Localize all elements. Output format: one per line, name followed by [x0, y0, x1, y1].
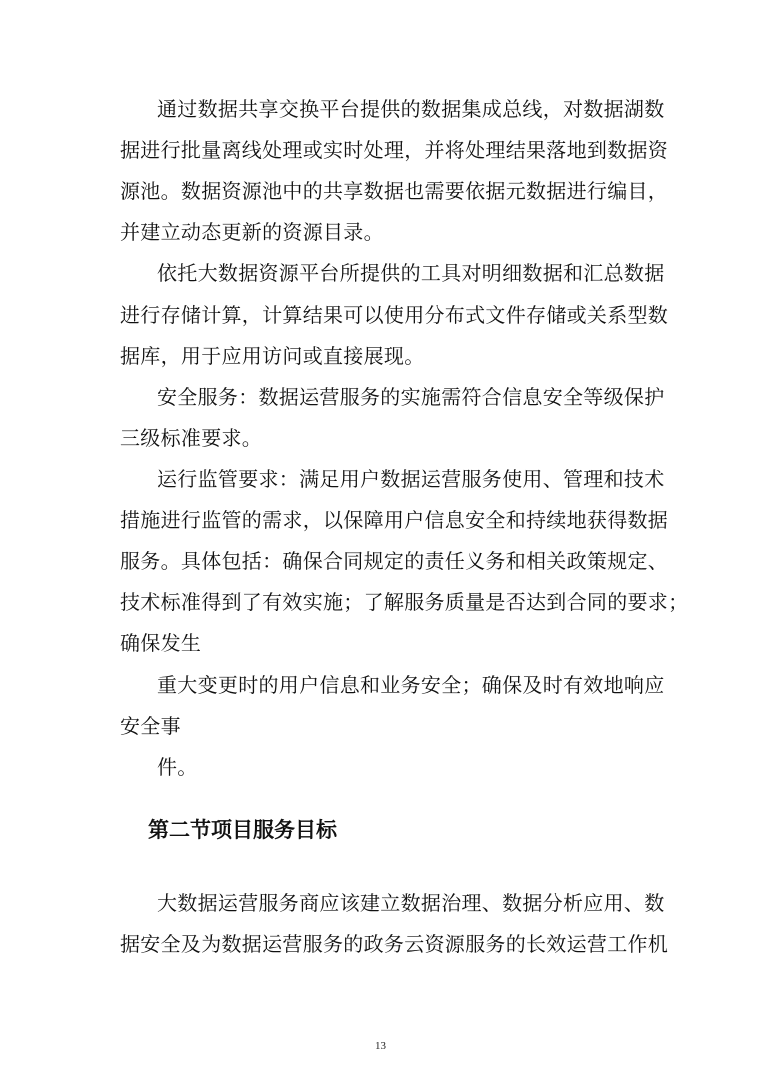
- paragraph-4-line-1: 运行监管要求：满足用户数据运营服务使用、管理和技术: [157, 467, 665, 491]
- paragraph-4-line-5: 确保发生: [120, 631, 202, 655]
- paragraph-5-line-2: 安全事: [120, 714, 181, 738]
- closing-paragraph-line-1: 大数据运营服务商应该建立数据治理、数据分析应用、数: [157, 891, 665, 915]
- paragraph-3-line-1: 安全服务：数据运营服务的实施需符合信息安全等级保护: [157, 385, 665, 409]
- paragraph-1-line-3: 源池。数据资源池中的共享数据也需要依据元数据进行编目，: [120, 179, 669, 203]
- paragraph-6-line-1: 件。: [157, 755, 198, 779]
- page-number: 13: [375, 1040, 386, 1052]
- paragraph-3-line-2: 三级标准要求。: [120, 426, 263, 450]
- paragraph-4-line-2: 措施进行监管的需求，以保障用户信息安全和持续地获得数据: [120, 508, 669, 532]
- closing-paragraph-line-2: 据安全及为数据运营服务的政务云资源服务的长效运营工作机: [120, 932, 669, 956]
- paragraph-2-line-2: 进行存储计算，计算结果可以使用分布式文件存储或关系型数: [120, 303, 669, 327]
- paragraph-5-line-1: 重大变更时的用户信息和业务安全；确保及时有效地响应: [157, 673, 665, 697]
- paragraph-1-line-4: 并建立动态更新的资源目录。: [120, 220, 384, 244]
- paragraph-1-line-1: 通过数据共享交换平台提供的数据集成总线，对数据湖数: [157, 97, 665, 121]
- paragraph-2-line-1: 依托大数据资源平台所提供的工具对明细数据和汇总数据: [157, 261, 665, 285]
- paragraph-4-line-4: 技术标准得到了有效实施；了解服务质量是否达到合同的要求；: [120, 590, 689, 614]
- paragraph-4-line-3: 服务。具体包括：确保合同规定的责任义务和相关政策规定、: [120, 549, 669, 573]
- section-heading: 第二节项目服务目标: [148, 818, 337, 842]
- paragraph-2-line-3: 据库，用于应用访问或直接展现。: [120, 344, 425, 368]
- paragraph-1-line-2: 据进行批量离线处理或实时处理，并将处理结果落地到数据资: [120, 138, 669, 162]
